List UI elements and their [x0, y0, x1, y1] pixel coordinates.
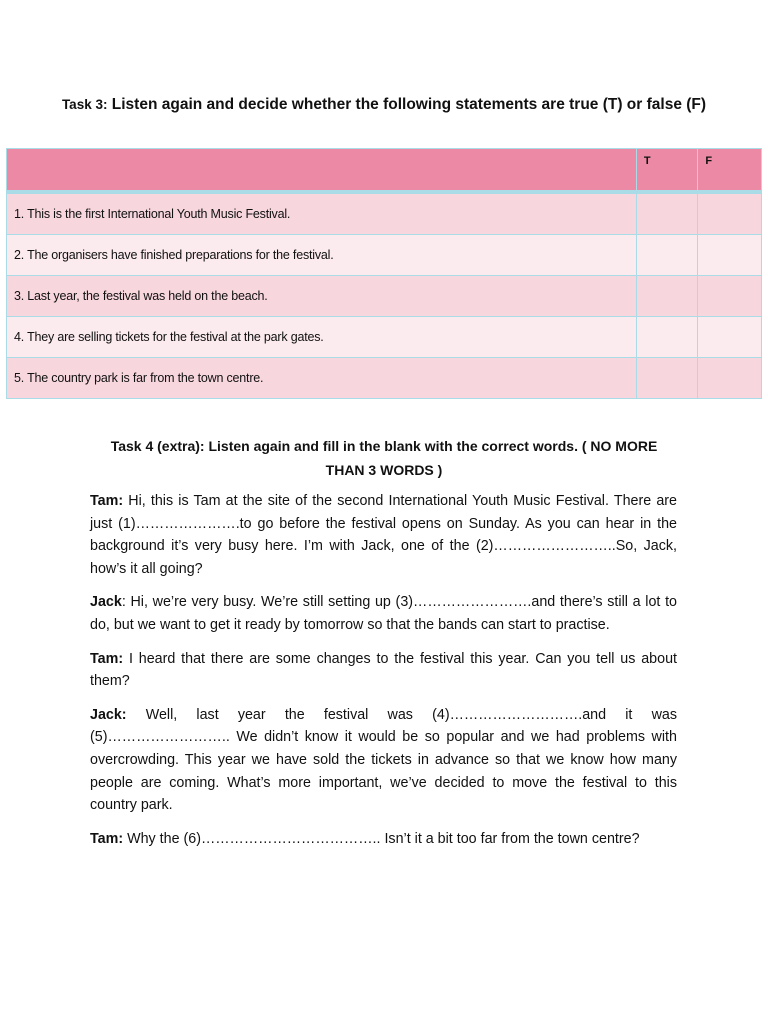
statement-text: 3. Last year, the festival was held on the beach. [14, 289, 268, 303]
statement-text: 5. The country park is far from the town centre. [14, 371, 264, 385]
dialogue-text: Why the (6)……………………………….. Isn’t it a bit too far from the town centre? [123, 830, 640, 847]
true-answer-cell[interactable] [636, 276, 698, 317]
true-answer-cell[interactable] [636, 317, 698, 358]
statement-cell [7, 235, 637, 276]
table-row [7, 317, 762, 358]
false-answer-cell[interactable] [698, 317, 762, 358]
header-true: T [636, 149, 698, 193]
true-answer-cell[interactable] [636, 358, 698, 399]
true-false-table [6, 148, 762, 399]
table-row [7, 235, 762, 276]
task4-heading: Task 4 (extra): Listen again and fill in the blank with the correct words. ( NO MORE THAN 3 WORDS ) [110, 438, 658, 478]
speaker-name: Jack [90, 594, 122, 611]
statement-cell [7, 317, 637, 358]
dialogue-text: I heard that there are some changes to the festival this year. Can you tell us about them? [90, 650, 677, 690]
dialogue-text: : Hi, we’re very busy. We’re still setting up (3)…………………….and there’s still a lot to do, but we want to get it ready by tomorrow so that the bands can start to practise. [90, 594, 677, 633]
true-answer-cell[interactable] [636, 192, 698, 235]
dialogue-line [90, 704, 677, 817]
speaker-name: Jack: [90, 706, 127, 723]
speaker-name: Tam: [90, 650, 124, 667]
statement-text: 4. They are selling tickets for the festival at the park gates. [14, 330, 324, 344]
dialogue-line [90, 490, 677, 580]
statement-text: 2. The organisers have finished preparations for the festival. [14, 248, 334, 262]
true-answer-cell[interactable] [636, 235, 698, 276]
header-false: F [698, 149, 762, 193]
table-header-row [7, 149, 762, 193]
task3-heading [60, 93, 708, 116]
dialogue-text: Well, last year the festival was (4)……………………….and it was (5)…………………….. We didn’t know it would be so popular and we had problems with overcrowding. This year we have sold the tickets in advance so that we know how many people are coming. What’s more important, we’ve decided to move the festival to this country park. [90, 706, 677, 814]
speaker-name: Tam: [90, 493, 124, 509]
dialogue-line [90, 591, 677, 636]
dialogue-text: Hi, this is Tam at the site of the second International Youth Music Festival. There are just (1)………………….to go before the festival opens on Sunday. As you can hear in the background it’s very busy here. I’m with Jack, one of the (2)……………………..So, Jack, how’s it all going? [90, 493, 677, 577]
header-statement [7, 149, 637, 193]
task3-instruction: Listen again and decide whether the following statements are true (T) or false (F) [111, 96, 707, 113]
statement-cell [7, 192, 637, 235]
false-answer-cell[interactable] [698, 358, 762, 399]
task3-label: Task 3: [61, 97, 108, 112]
statement-cell [7, 276, 637, 317]
dialogue-line [90, 828, 677, 851]
dialogue-line [90, 648, 677, 693]
dialogue-passage [90, 490, 677, 861]
false-answer-cell[interactable] [698, 235, 762, 276]
table-row [7, 276, 762, 317]
statement-cell [7, 358, 637, 399]
table-row [7, 192, 762, 235]
statement-text: 1. This is the first International Youth Music Festival. [14, 207, 291, 221]
false-answer-cell[interactable] [698, 192, 762, 235]
table-row [7, 358, 762, 399]
speaker-name: Tam: [90, 830, 124, 847]
false-answer-cell[interactable] [698, 276, 762, 317]
